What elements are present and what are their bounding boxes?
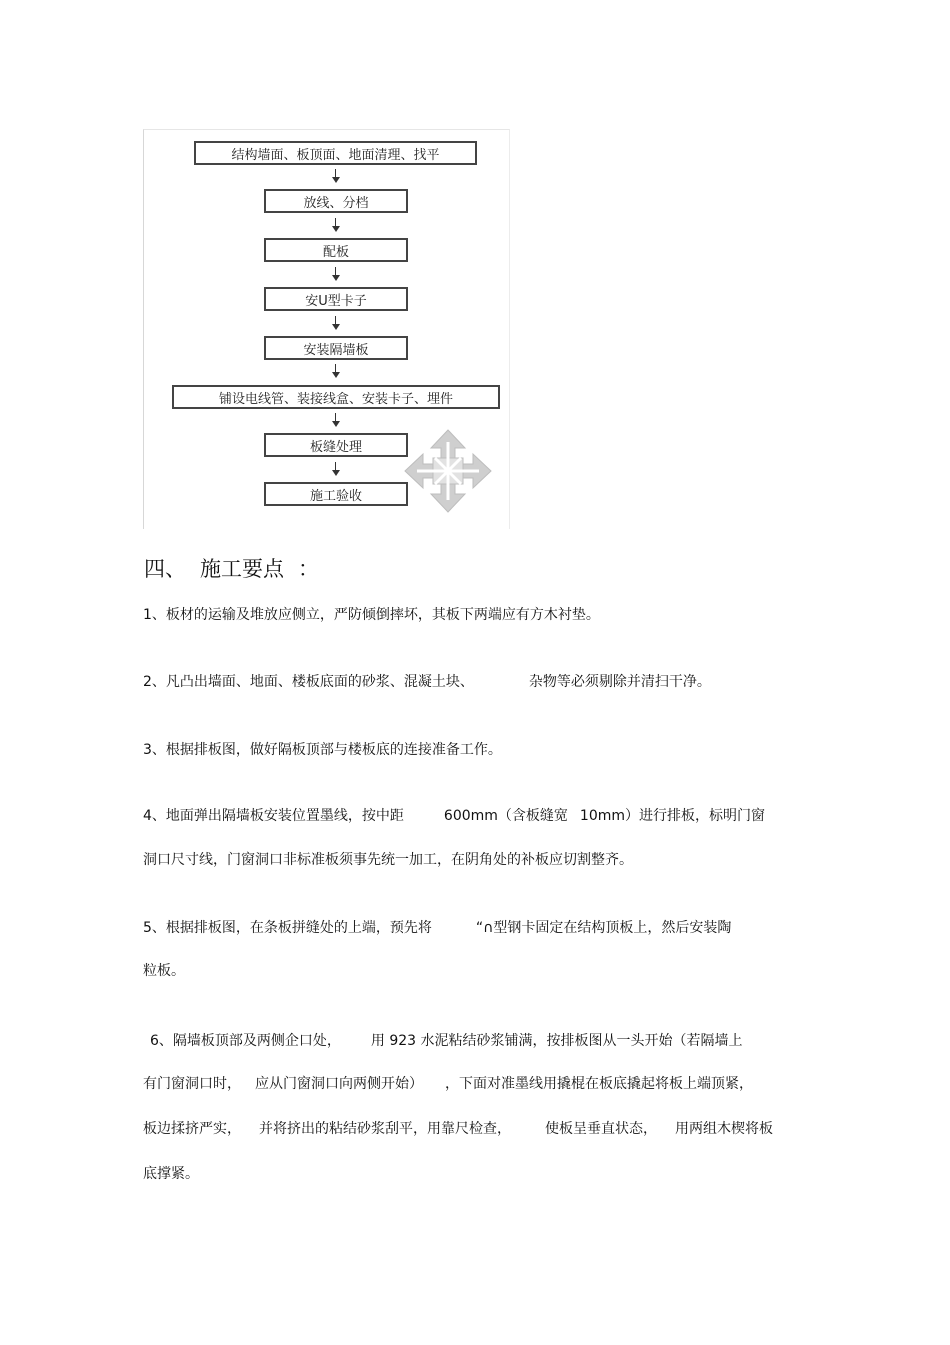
flow-arrow xyxy=(331,364,341,378)
paragraph-6-part-a: 6、隔墙板顶部及两侧企口处， xyxy=(150,1033,341,1049)
paragraph-5-line-1 xyxy=(143,918,731,938)
flow-step-3: 配板 xyxy=(264,238,408,262)
paragraph-6-part-h: 使板呈垂直状态， xyxy=(545,1121,657,1137)
flow-step-7: 板缝处理 xyxy=(264,433,408,457)
paragraph-4-line-2: 洞口尺寸线，门窗洞口非标准板须事先统一加工，在阴角处的补板应切割整齐。 xyxy=(143,852,633,868)
paragraph-6-part-d: 应从门窗洞口向两侧开始） xyxy=(255,1076,423,1092)
paragraph-5-line-2: 粒板。 xyxy=(143,963,185,979)
paragraph-6-part-g: 并将挤出的粘结砂浆刮平，用靠尺检查， xyxy=(259,1121,511,1137)
paragraph-6-line-3 xyxy=(143,1119,773,1139)
paragraph-2 xyxy=(143,672,711,692)
flow-arrow xyxy=(331,413,341,427)
paragraph-5-part-b: “∩型钢卡固定在结构顶板上，然后安装陶 xyxy=(475,920,732,936)
paragraph-6-part-e: ，下面对准墨线用撬棍在板底撬起将板上端顶紧， xyxy=(445,1076,753,1092)
flow-step-8: 施工验收 xyxy=(264,482,408,506)
flow-arrow xyxy=(331,462,341,476)
paragraph-5-part-a: 5、根据排板图，在条板拼缝处的上端，预先将 xyxy=(143,920,432,936)
flow-arrow xyxy=(331,218,341,232)
watermark-logo-icon xyxy=(403,428,493,514)
section-colon: ： xyxy=(298,557,319,581)
paragraph-4-line-1 xyxy=(143,806,765,826)
paragraph-6-part-c: 有门窗洞口时， xyxy=(143,1076,241,1092)
flow-step-6: 铺设电线管、装接线盒、安装卡子、埋件 xyxy=(172,385,500,409)
section-title: 施工要点 xyxy=(200,557,284,581)
flow-step-4: 安U型卡子 xyxy=(264,287,408,311)
paragraph-3: 3、根据排板图，做好隔板顶部与楼板底的连接准备工作。 xyxy=(143,742,502,758)
flow-step-1: 结构墙面、板顶面、地面清理、找平 xyxy=(194,141,477,165)
section-number: 四、 xyxy=(144,557,186,581)
flow-step-2: 放线、分档 xyxy=(264,189,408,213)
paragraph-6-line-1 xyxy=(150,1031,743,1051)
paragraph-2-part-a: 2、凡凸出墙面、地面、楼板底面的砂浆、混凝土块、 xyxy=(143,674,474,690)
paragraph-4-part-b: 600mm（含板缝宽 xyxy=(443,808,568,824)
flow-arrow xyxy=(331,267,341,281)
paragraph-4-part-a: 4、地面弹出隔墙板安装位置墨线，按中距 xyxy=(143,808,404,824)
flow-arrow xyxy=(331,169,341,183)
paragraph-6-line-2 xyxy=(143,1074,753,1094)
paragraph-2-part-b: 杂物等必须剔除并清扫干净。 xyxy=(528,674,711,690)
paragraph-6-line-4: 底撑紧。 xyxy=(143,1166,199,1182)
paragraph-4-part-c: 10mm）进行排板，标明门窗 xyxy=(579,808,765,824)
flow-step-5: 安装隔墙板 xyxy=(264,336,408,360)
paragraph-1: 1、板材的运输及堆放应侧立，严防倾倒摔坏，其板下两端应有方木衬垫。 xyxy=(143,607,600,623)
section-heading xyxy=(144,553,319,583)
flow-arrow xyxy=(331,316,341,330)
paragraph-6-part-f: 板边揉挤严实， xyxy=(143,1121,241,1137)
paragraph-6-part-b: 用 923 水泥粘结砂浆铺满，按排板图从一头开始（若隔墙上 xyxy=(370,1033,743,1049)
paragraph-6-part-i: 用两组木楔将板 xyxy=(675,1121,773,1137)
